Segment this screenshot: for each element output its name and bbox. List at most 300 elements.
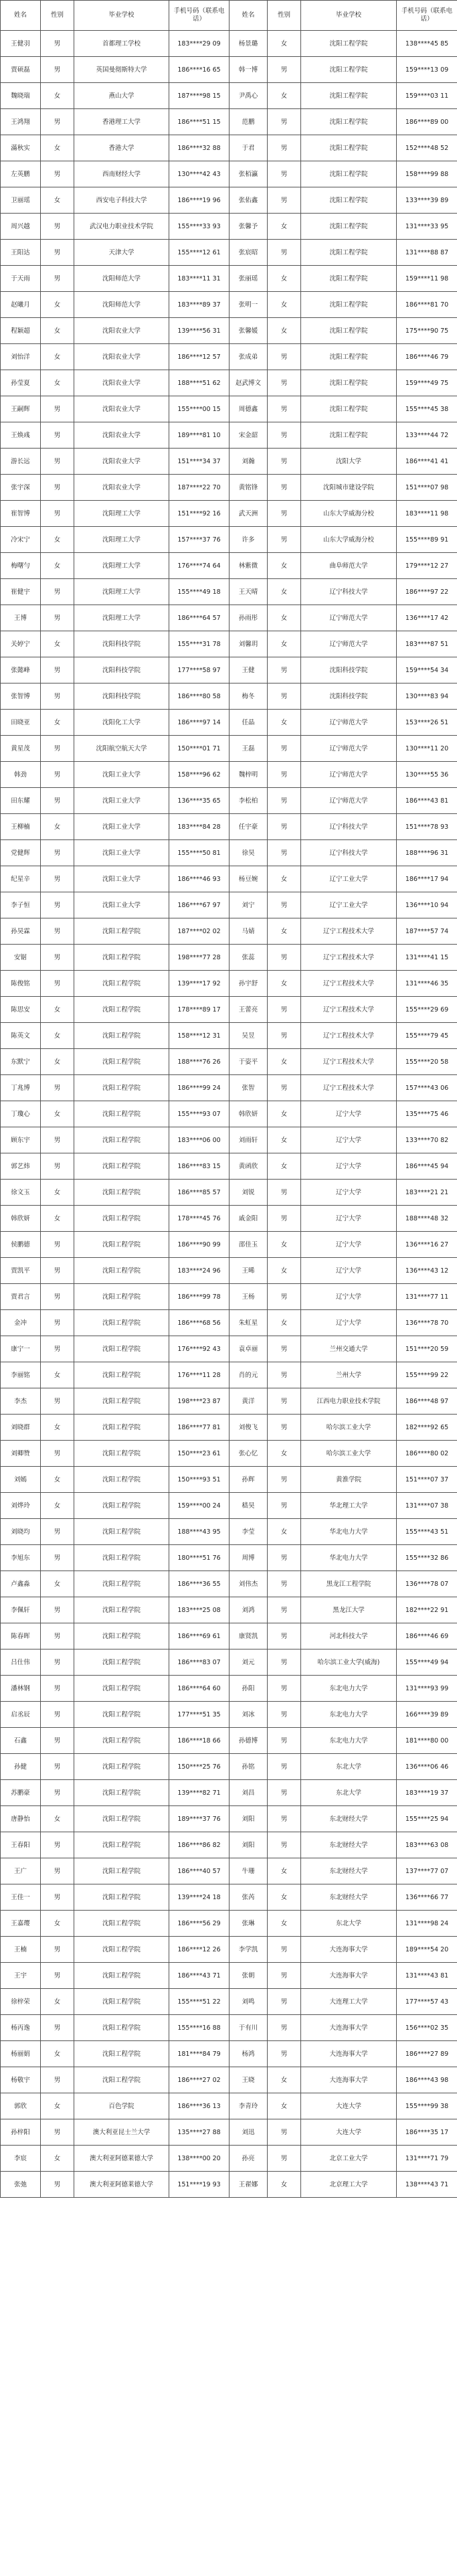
- cell-name: 陈英文: [1, 1023, 41, 1049]
- cell-gender: 男: [268, 1623, 301, 1649]
- cell-gender: 女: [41, 1180, 74, 1206]
- table-row: [1, 1728, 457, 1754]
- cell-school: 沈阳工程学院: [74, 1989, 169, 2015]
- cell-school: 东北电力大学: [301, 1676, 397, 1702]
- cell-phone: 176****92 43: [169, 1336, 230, 1362]
- cell-school: 兰州大学: [301, 1362, 397, 1388]
- cell-phone: 159****49 75: [397, 370, 457, 396]
- cell-gender: 男: [268, 736, 301, 762]
- cell-phone: 155****43 51: [397, 1519, 457, 1545]
- cell-name: 崔健宇: [1, 579, 41, 605]
- cell-gender: 男: [41, 971, 74, 997]
- cell-phone: 176****74 64: [169, 553, 230, 579]
- cell-school: 百色学院: [74, 2093, 169, 2119]
- cell-phone: 183****25 08: [169, 1597, 230, 1623]
- cell-phone: 187****22 70: [169, 475, 230, 501]
- cell-gender: 男: [41, 1075, 74, 1101]
- cell-phone: 186****99 24: [169, 1075, 230, 1101]
- cell-phone: 198****23 87: [169, 1388, 230, 1415]
- cell-gender: 男: [268, 814, 301, 840]
- cell-school: 沈阳工业大学: [74, 762, 169, 788]
- cell-school: 东北财经大学: [301, 1858, 397, 1884]
- cell-gender: 女: [268, 2172, 301, 2198]
- cell-gender: 男: [268, 1075, 301, 1101]
- cell-school: 西安电子科技大学: [74, 187, 169, 214]
- cell-name: 刘宁: [230, 892, 268, 918]
- cell-phone: 183****21 21: [397, 1180, 457, 1206]
- table-row: [1, 1336, 457, 1362]
- cell-gender: 男: [268, 1754, 301, 1780]
- cell-phone: 188****43 95: [169, 1519, 230, 1545]
- cell-phone: 151****92 16: [169, 501, 230, 527]
- cell-gender: 女: [41, 631, 74, 657]
- cell-name: 赵武博文: [230, 370, 268, 396]
- cell-name: 张智博: [1, 683, 41, 710]
- cell-name: 王健羽: [1, 31, 41, 57]
- cell-name: 张栢瀛: [230, 161, 268, 187]
- cell-gender: 女: [268, 1858, 301, 1884]
- cell-school: 沈阳工程学院: [74, 1310, 169, 1336]
- cell-name: 刘馨玥: [230, 631, 268, 657]
- cell-phone: 186****27 89: [397, 2041, 457, 2067]
- cell-name: 杨丙逸: [1, 2015, 41, 2041]
- cell-school: 沈阳工程学院: [74, 1232, 169, 1258]
- cell-phone: 158****99 88: [397, 161, 457, 187]
- cell-name: 任宇豪: [230, 814, 268, 840]
- cell-gender: 男: [268, 1493, 301, 1519]
- cell-gender: 男: [41, 866, 74, 892]
- cell-name: 魏晓瑞: [1, 83, 41, 109]
- cell-gender: 男: [268, 1284, 301, 1310]
- cell-phone: 186****16 65: [169, 57, 230, 83]
- cell-name: 李松柏: [230, 788, 268, 814]
- table-row: [1, 527, 457, 553]
- cell-phone: 136****10 94: [397, 892, 457, 918]
- cell-phone: 159****00 24: [169, 1493, 230, 1519]
- cell-gender: 女: [268, 553, 301, 579]
- cell-gender: 男: [41, 422, 74, 449]
- cell-school: 辽宁师范大学: [301, 631, 397, 657]
- cell-school: 辽宁工程技术大学: [301, 997, 397, 1023]
- cell-name: 张明一: [230, 292, 268, 318]
- cell-name: 张弛: [1, 2172, 41, 2198]
- cell-gender: 男: [41, 475, 74, 501]
- cell-school: 沈阳工程学院: [74, 1023, 169, 1049]
- cell-name: 田晓亚: [1, 710, 41, 736]
- table-row: [1, 1597, 457, 1623]
- cell-gender: 男: [268, 161, 301, 187]
- cell-school: 沈阳工程学院: [74, 1336, 169, 1362]
- cell-phone: 131****07 38: [397, 1493, 457, 1519]
- table-row: [1, 710, 457, 736]
- cell-name: 张成弟: [230, 344, 268, 370]
- cell-school: 沈阳工程学院: [301, 396, 397, 422]
- table-row: [1, 631, 457, 657]
- cell-gender: 女: [41, 1023, 74, 1049]
- cell-school: 沈阳工程学院: [74, 997, 169, 1023]
- cell-phone: 186****90 99: [169, 1232, 230, 1258]
- cell-name: 杨敬宇: [1, 2067, 41, 2093]
- table-row: [1, 1806, 457, 1832]
- cell-gender: 男: [41, 266, 74, 292]
- header-school: 毕业学校: [301, 1, 397, 31]
- cell-school: 沈阳工程学院: [301, 214, 397, 240]
- cell-phone: 158****96 62: [169, 762, 230, 788]
- cell-school: 沈阳农业大学: [74, 344, 169, 370]
- cell-school: 沈阳工程学院: [74, 1571, 169, 1597]
- cell-gender: 男: [268, 892, 301, 918]
- cell-name: 梅曙勻: [1, 553, 41, 579]
- cell-phone: 150****23 61: [169, 1441, 230, 1467]
- cell-phone: 151****07 37: [397, 1467, 457, 1493]
- cell-name: 王杨: [230, 1284, 268, 1310]
- cell-school: 辽宁大学: [301, 1127, 397, 1153]
- cell-name: 王宇: [1, 1963, 41, 1989]
- cell-gender: 男: [268, 1336, 301, 1362]
- cell-name: 孙梓阳: [1, 2119, 41, 2146]
- cell-school: 沈阳城市建设学院: [301, 475, 397, 501]
- cell-name: 张馨予: [230, 214, 268, 240]
- cell-school: 黑龙江大学: [301, 1597, 397, 1623]
- cell-gender: 女: [268, 1153, 301, 1180]
- cell-phone: 186****67 97: [169, 892, 230, 918]
- table-row: [1, 2041, 457, 2067]
- cell-phone: 186****43 71: [169, 1963, 230, 1989]
- cell-school: 英国曼彻斯特大学: [74, 57, 169, 83]
- cell-school: 山东大学威海分校: [301, 501, 397, 527]
- cell-phone: 182****22 91: [397, 1597, 457, 1623]
- cell-name: 张琳: [230, 1911, 268, 1937]
- cell-name: 孙亮: [230, 2146, 268, 2172]
- cell-phone: 188****96 31: [397, 840, 457, 866]
- cell-gender: 男: [41, 1153, 74, 1180]
- cell-name: 周兴越: [1, 214, 41, 240]
- cell-phone: 131****77 11: [397, 1284, 457, 1310]
- cell-gender: 女: [268, 866, 301, 892]
- cell-name: 刘怡洋: [1, 344, 41, 370]
- cell-phone: 138****43 71: [397, 2172, 457, 2198]
- cell-name: 王晓: [230, 2067, 268, 2093]
- table-row: [1, 1232, 457, 1258]
- cell-phone: 187****02 02: [169, 918, 230, 945]
- cell-gender: 女: [268, 1519, 301, 1545]
- table-row: [1, 1676, 457, 1702]
- cell-name: 贾君言: [1, 1284, 41, 1310]
- cell-gender: 男: [268, 1415, 301, 1441]
- header-name: 姓名: [1, 1, 41, 31]
- cell-school: 沈阳科技学院: [301, 683, 397, 710]
- cell-school: 沈阳工程学院: [74, 1832, 169, 1858]
- cell-phone: 178****45 76: [169, 1206, 230, 1232]
- cell-school: 沈阳工程学院: [74, 1441, 169, 1467]
- table-row: [1, 1180, 457, 1206]
- cell-school: 沈阳工程学院: [301, 57, 397, 83]
- cell-phone: 186****46 79: [397, 344, 457, 370]
- cell-name: 安锯: [1, 945, 41, 971]
- cell-name: 卫丽瑶: [1, 187, 41, 214]
- cell-gender: 男: [41, 2172, 74, 2198]
- cell-phone: 130****42 43: [169, 161, 230, 187]
- cell-school: 沈阳工程学院: [74, 1702, 169, 1728]
- cell-name: 刘俊飞: [230, 1415, 268, 1441]
- cell-gender: 女: [41, 527, 74, 553]
- cell-school: 沈阳农业大学: [74, 318, 169, 344]
- table-row: [1, 1467, 457, 1493]
- cell-phone: 186****41 41: [397, 449, 457, 475]
- cell-name: 孙昊霖: [1, 918, 41, 945]
- cell-gender: 男: [41, 1545, 74, 1571]
- cell-school: 北京理工大学: [301, 2172, 397, 2198]
- cell-name: 侯鹏德: [1, 1232, 41, 1258]
- cell-school: 沈阳工程学院: [74, 2015, 169, 2041]
- cell-phone: 155****49 18: [169, 579, 230, 605]
- cell-gender: 男: [41, 31, 74, 57]
- cell-school: 辽宁大学: [301, 1310, 397, 1336]
- cell-school: 辽宁大学: [301, 1258, 397, 1284]
- cell-school: 沈阳工程学院: [74, 1519, 169, 1545]
- cell-gender: 男: [41, 1284, 74, 1310]
- cell-gender: 女: [268, 214, 301, 240]
- cell-gender: 男: [41, 1963, 74, 1989]
- cell-gender: 女: [268, 2093, 301, 2119]
- cell-phone: 186****35 17: [397, 2119, 457, 2146]
- cell-phone: 186****64 57: [169, 605, 230, 631]
- cell-phone: 139****24 18: [169, 1884, 230, 1911]
- cell-school: 澳大利亚阿德莱德大学: [74, 2146, 169, 2172]
- cell-gender: 男: [41, 657, 74, 683]
- cell-phone: 198****77 28: [169, 945, 230, 971]
- cell-school: 沈阳工程学院: [74, 1127, 169, 1153]
- cell-school: 沈阳科技学院: [74, 657, 169, 683]
- cell-phone: 183****11 98: [397, 501, 457, 527]
- cell-name: 林紫微: [230, 553, 268, 579]
- cell-gender: 男: [41, 1649, 74, 1676]
- table-row: [1, 449, 457, 475]
- cell-name: 贾硕磊: [1, 57, 41, 83]
- cell-name: 张丽瑶: [230, 266, 268, 292]
- cell-name: 黄星茂: [1, 736, 41, 762]
- cell-name: 苏鹏豪: [1, 1780, 41, 1806]
- cell-gender: 男: [268, 1206, 301, 1232]
- cell-phone: 150****93 51: [169, 1467, 230, 1493]
- cell-school: 沈阳工程学院: [301, 266, 397, 292]
- cell-gender: 女: [268, 710, 301, 736]
- cell-phone: 151****20 59: [397, 1336, 457, 1362]
- cell-gender: 女: [41, 710, 74, 736]
- cell-school: 沈阳工业大学: [74, 866, 169, 892]
- cell-gender: 男: [268, 1571, 301, 1597]
- cell-phone: 186****43 81: [397, 788, 457, 814]
- cell-name: 武天洲: [230, 501, 268, 527]
- table-row: [1, 344, 457, 370]
- cell-gender: 男: [41, 683, 74, 710]
- cell-school: 大连海事大学: [301, 2067, 397, 2093]
- table-row: [1, 1206, 457, 1232]
- cell-gender: 男: [268, 187, 301, 214]
- cell-school: 澳大利亚阿德莱德大学: [74, 2172, 169, 2198]
- cell-school: 沈阳工程学院: [74, 1467, 169, 1493]
- cell-gender: 男: [268, 475, 301, 501]
- cell-phone: 186****43 98: [397, 2067, 457, 2093]
- cell-gender: 男: [268, 109, 301, 135]
- cell-gender: 男: [41, 240, 74, 266]
- cell-school: 山东大学威海分校: [301, 527, 397, 553]
- cell-school: 大连海事大学: [301, 2041, 397, 2067]
- table-body: [1, 31, 457, 2198]
- table-row: [1, 83, 457, 109]
- cell-phone: 156****02 35: [397, 2015, 457, 2041]
- cell-gender: 男: [268, 1963, 301, 1989]
- cell-phone: 138****45 85: [397, 31, 457, 57]
- cell-phone: 136****78 07: [397, 1571, 457, 1597]
- cell-gender: 男: [268, 1937, 301, 1963]
- table-row: [1, 1545, 457, 1571]
- cell-gender: 男: [41, 2015, 74, 2041]
- table-row: [1, 1989, 457, 2015]
- cell-gender: 男: [41, 1937, 74, 1963]
- cell-gender: 女: [41, 292, 74, 318]
- table-row: [1, 814, 457, 840]
- cell-gender: 男: [268, 1806, 301, 1832]
- cell-name: 于天雨: [1, 266, 41, 292]
- cell-gender: 男: [268, 1545, 301, 1571]
- cell-gender: 女: [41, 2146, 74, 2172]
- cell-school: 沈阳工程学院: [74, 1493, 169, 1519]
- cell-school: 辽宁大学: [301, 1284, 397, 1310]
- cell-phone: 183****89 37: [169, 292, 230, 318]
- cell-phone: 181****84 79: [169, 2041, 230, 2067]
- cell-phone: 183****24 96: [169, 1258, 230, 1284]
- cell-school: 沈阳工程学院: [74, 2041, 169, 2067]
- cell-phone: 176****11 28: [169, 1362, 230, 1388]
- cell-phone: 187****98 15: [169, 83, 230, 109]
- header-school: 毕业学校: [74, 1, 169, 31]
- cell-school: 华北理工大学: [301, 1493, 397, 1519]
- cell-name: 郭欣: [1, 2093, 41, 2119]
- cell-phone: 186****80 58: [169, 683, 230, 710]
- cell-phone: 151****34 37: [169, 449, 230, 475]
- cell-name: 王嘉璎: [1, 1911, 41, 1937]
- cell-gender: 女: [268, 1911, 301, 1937]
- cell-school: 辽宁工程技术大学: [301, 945, 397, 971]
- cell-name: 启丞辰: [1, 1702, 41, 1728]
- cell-name: 刘昌: [230, 1780, 268, 1806]
- cell-school: 沈阳工程学院: [301, 240, 397, 266]
- table-row: [1, 292, 457, 318]
- cell-name: 于君: [230, 135, 268, 161]
- cell-school: 辽宁大学: [301, 1180, 397, 1206]
- cell-phone: 139****56 31: [169, 318, 230, 344]
- cell-gender: 男: [41, 1519, 74, 1545]
- cell-school: 沈阳工程学院: [74, 1754, 169, 1780]
- cell-gender: 男: [268, 762, 301, 788]
- table-row: [1, 892, 457, 918]
- table-row: [1, 1284, 457, 1310]
- cell-name: 关婷宁: [1, 631, 41, 657]
- cell-school: 沈阳工程学院: [74, 1884, 169, 1911]
- cell-name: 程颖超: [1, 318, 41, 344]
- cell-gender: 女: [41, 2093, 74, 2119]
- cell-name: 许多: [230, 527, 268, 553]
- cell-school: 辽宁大学: [301, 1101, 397, 1127]
- cell-name: 李旭东: [1, 1545, 41, 1571]
- cell-name: 邵佳玉: [230, 1232, 268, 1258]
- cell-school: 沈阳工程学院: [74, 1415, 169, 1441]
- cell-gender: 男: [41, 396, 74, 422]
- cell-name: 张宸昭: [230, 240, 268, 266]
- table-row: [1, 866, 457, 892]
- cell-school: 沈阳工程学院: [74, 1206, 169, 1232]
- cell-school: 沈阳科技学院: [74, 683, 169, 710]
- cell-phone: 186****97 22: [397, 579, 457, 605]
- cell-name: 王晞: [230, 1258, 268, 1284]
- cell-phone: 186****19 96: [169, 187, 230, 214]
- cell-school: 沈阳工程学院: [301, 135, 397, 161]
- cell-school: 沈阳工程学院: [301, 187, 397, 214]
- cell-gender: 男: [268, 2041, 301, 2067]
- cell-phone: 138****00 20: [169, 2146, 230, 2172]
- cell-school: 辽宁大学: [301, 1206, 397, 1232]
- cell-name: 王博: [1, 605, 41, 631]
- cell-phone: 186****99 78: [169, 1284, 230, 1310]
- cell-gender: 女: [268, 918, 301, 945]
- cell-school: 沈阳工程学院: [74, 2067, 169, 2093]
- cell-name: 贾凯平: [1, 1258, 41, 1284]
- cell-gender: 女: [268, 1127, 301, 1153]
- cell-name: 王健: [230, 657, 268, 683]
- cell-school: 沈阳工程学院: [301, 161, 397, 187]
- cell-gender: 男: [41, 1702, 74, 1728]
- cell-phone: 157****43 06: [397, 1075, 457, 1101]
- cell-phone: 159****03 11: [397, 83, 457, 109]
- cell-phone: 186****36 55: [169, 1571, 230, 1597]
- cell-phone: 178****89 17: [169, 997, 230, 1023]
- cell-school: 沈阳工程学院: [74, 1388, 169, 1415]
- cell-phone: 186****68 56: [169, 1310, 230, 1336]
- table-row: [1, 1310, 457, 1336]
- cell-phone: 136****78 70: [397, 1310, 457, 1336]
- cell-phone: 151****07 98: [397, 475, 457, 501]
- cell-name: 韩一博: [230, 57, 268, 83]
- cell-school: 沈阳工程学院: [74, 1780, 169, 1806]
- cell-school: 沈阳工程学院: [74, 1728, 169, 1754]
- cell-phone: 183****06 00: [169, 1127, 230, 1153]
- cell-school: 辽宁大学: [301, 1232, 397, 1258]
- cell-name: 朱虹星: [230, 1310, 268, 1336]
- cell-school: 东北财经大学: [301, 1832, 397, 1858]
- table-row: [1, 1832, 457, 1858]
- cell-school: 沈阳工程学院: [74, 1180, 169, 1206]
- cell-name: 李莹: [230, 1519, 268, 1545]
- cell-school: 沈阳工程学院: [74, 1676, 169, 1702]
- cell-gender: 男: [41, 892, 74, 918]
- cell-phone: 153****26 51: [397, 710, 457, 736]
- cell-phone: 179****12 27: [397, 553, 457, 579]
- cell-name: 尹禹心: [230, 83, 268, 109]
- cell-gender: 男: [41, 579, 74, 605]
- cell-phone: 186****36 13: [169, 2093, 230, 2119]
- cell-school: 曲阜师范大学: [301, 553, 397, 579]
- cell-gender: 男: [41, 1832, 74, 1858]
- cell-gender: 男: [41, 1728, 74, 1754]
- cell-name: 王阳达: [1, 240, 41, 266]
- cell-name: 王春阳: [1, 1832, 41, 1858]
- cell-gender: 男: [41, 945, 74, 971]
- cell-phone: 155****99 22: [397, 1362, 457, 1388]
- cell-gender: 女: [41, 997, 74, 1023]
- table-row: [1, 605, 457, 631]
- cell-school: 辽宁工业大学: [301, 892, 397, 918]
